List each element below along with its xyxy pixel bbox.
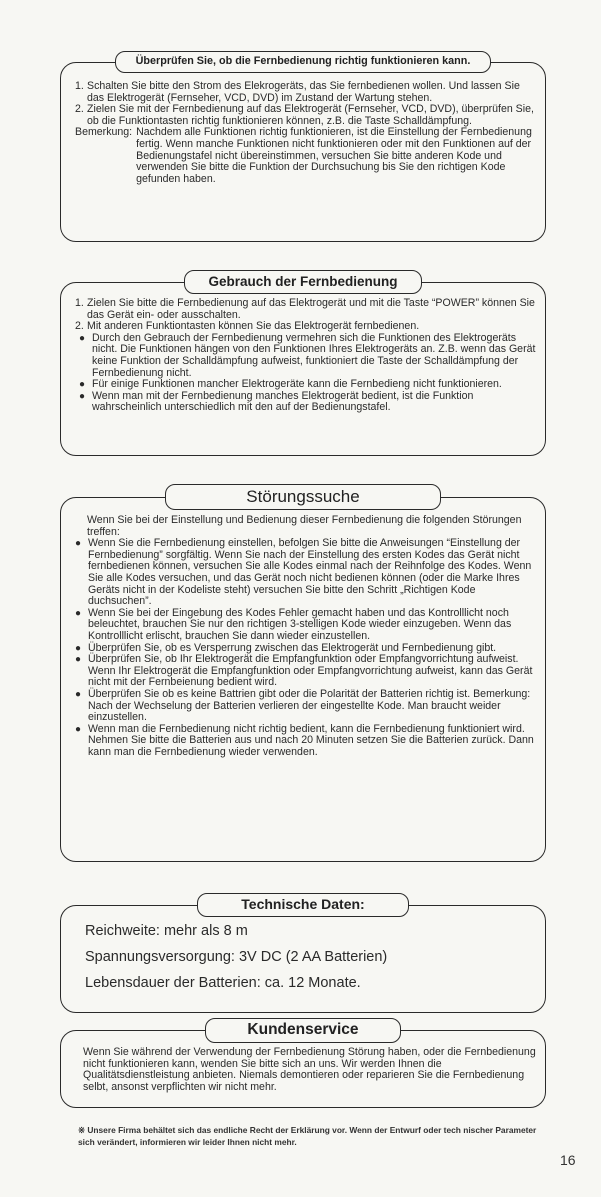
bullet-icon: ● — [75, 688, 82, 700]
technical-data-content — [85, 918, 535, 996]
bullet-icon: ● — [79, 390, 86, 402]
list-item: ● Wenn man mit der Fernbedienung manches Elektrogerät bedient, ist die Funktion wahrscheinlich unterschiedlich mit den auf der Bedienungstafel. — [79, 389, 474, 414]
troubleshooting-section — [60, 487, 546, 862]
list-item: 2. Mit anderen Funktiontasten können Sie das Elektrogerät fernbedienen. — [75, 320, 420, 333]
technical-data-section — [60, 896, 546, 1013]
customer-service-section — [60, 1021, 546, 1108]
list-item: ● Für einige Funktionen mancher Elektrogeräte kann die Fernbedieng nicht funktionieren. — [79, 378, 502, 391]
usage-content — [75, 298, 539, 414]
usage-title: Gebrauch der Fernbedienung — [184, 270, 422, 294]
troubleshooting-title: Störungssuche — [165, 484, 441, 510]
check-remote-content — [75, 81, 537, 185]
page-number: 16 — [560, 1152, 576, 1168]
bullet-icon: ● — [79, 379, 86, 391]
battery-life-spec: Lebensdauer der Batterien: ca. 12 Monate. — [85, 975, 361, 991]
technical-data-title: Technische Daten: — [197, 893, 409, 917]
bullet-icon: ● — [75, 642, 82, 654]
footnote: ※ Unsere Firma behältet sich das endliche Recht der Erklärung vor. Wenn der Entwurf oder tech nischer Parameter sich verändert, informieren wir leider Ihnen nicht mehr. — [78, 1125, 537, 1147]
customer-service-title: Kundenservice — [205, 1018, 401, 1043]
list-item: ● Wenn Sie die Fernbedienung einstellen, befolgen Sie bitte die Anweisungen “Einstellung der Fernbedienung” sorgfältig. Wenn Sie nach der Einstellung des ersten Kodes das Gerät nicht fernbedienen können, versuchen Sie alle Kodes einmal nach der Reihnfolge des Kodes. Wenn Sie alle Kodes versuchen, und das Gerät noch nicht bedienen können (oder die Marke Ihres Geräts nicht in der Kodeliste steht) versuchen Sie bitte den Schritt „Richtigen Kode duchsuchen”. — [75, 537, 532, 608]
list-item: ● Überprüfen Sie, ob Ihr Elektrogerät die Empfangfunktion oder Empfangvorrichtung aufweist. Wenn Ihr Elektrogerät die Empfangfunktion oder Empfangvorrichtung aufweist, kann das Gerät nicht mit der Fernbeienung bedient wird. — [75, 653, 533, 689]
customer-service-content: Wenn Sie während der Verwendung der Fernbedienung Störung haben, oder die Fernbedienung nicht funktionieren kann, wenden Sie bitte sich an uns. Wir werden Ihnen die Qualitätsdienstleistung anbieten. Niemals demontieren oder reparieren Sie die Fernbedienung selbt, ansonst verpflichten wir nicht mehr. — [83, 1046, 536, 1093]
check-remote-title: Überprüfen Sie, ob die Fernbedienung richtig funktionieren kann. — [115, 51, 491, 73]
troubleshooting-intro: Wenn Sie bei der Einstellung und Bedienung dieser Fernbedienung die folgenden Störungen treffen: — [87, 514, 522, 538]
list-item: ● Wenn man die Fernbedienung nicht richtig bedient, kann die Fernbedienung funktioniert wird. Nehmen Sie bitte die Batterien aus und nach 20 Minuten setzen Sie die Batterien zurück. Dann kann man die Fernbedienung wieder verwenden. — [75, 722, 534, 758]
remark: Bemerkung: Nachdem alle Funktionen richtig funktionieren, ist die Einstellung der Fernbedienung fertig. Wenn manche Funktionen nicht funktionieren oder mit den Funktionen auf der Bedienungstafel nicht übereinstimmen, versuchen Sie bitte anderen Kode und verwenden Sie bitte die Funktion der Durchsuchung bis Sie den richtigen Kode gefunden haben. — [75, 126, 532, 185]
power-spec: Spannungsversorgung: 3V DC (2 AA Batterien) — [85, 949, 388, 965]
bullet-icon: ● — [75, 538, 82, 550]
usage-section — [60, 274, 546, 456]
bullet-icon: ● — [79, 332, 86, 344]
list-item: ● Überprüfen Sie, ob es Versperrung zwischen das Elektrogerät und Fernbedienung gibt. — [75, 641, 497, 654]
bullet-icon: ● — [75, 723, 82, 735]
range-spec: Reichweite: mehr als 8 m — [85, 923, 248, 939]
bullet-icon: ● — [75, 654, 82, 666]
troubleshooting-content — [75, 515, 539, 758]
list-item: 1. Zielen Sie bitte die Fernbedienung auf das Elektrogerät und mit die Taste “POWER” können Sie das Gerät ein- oder ausschalten. — [75, 297, 535, 321]
bullet-icon: ● — [75, 607, 82, 619]
list-item: ● Wenn Sie bei der Eingebung des Kodes Fehler gemacht haben und das Kontrolllicht noch beleuchtet, brauchen Sie nur den richtigen 3-stelligen Kode wieder einzugeben. Wenn das Kontrolllicht erlischt, brauchen Sie dann wieder einzustellen. — [75, 606, 512, 642]
list-item: ● Überprüfen Sie ob es keine Battrien gibt oder die Polarität der Batterien richtig ist. Bemerkung: Nach der Wechselung der Batterien verlieren der eingestellte Kode. Man braucht weider einzustellen. — [75, 687, 531, 724]
list-item: ● Durch den Gebrauch der Fernbedienung vermehren sich die Funktionen des Elektrogeräts nicht. Die Funktionen hängen von den Funktionen Ihres Elektrogeräts an. Z.B. wenn das Gerät keine Funktion der Schalldämpfung aufweist, funktioniert die Taste der Schalldämpfung der Fernbedienung nicht. — [79, 331, 536, 379]
check-remote-section — [60, 55, 546, 242]
list-item: 2. Zielen Sie mit der Fernbedienung auf das Elektrogerät (Fernseher, VCD, DVD), überprüfen Sie, ob die Funktiontasten richtig funktionieren können, z.B. die Taste Schalldämpfung. — [75, 103, 534, 127]
list-item: 1. Schalten Sie bitte den Strom des Elekrogeräts, das Sie fernbedienen wollen. Und lassen Sie das Elektrogerät (Fernseher, VCD, DVD) im Zustand der Wartung stehen. — [75, 80, 520, 104]
